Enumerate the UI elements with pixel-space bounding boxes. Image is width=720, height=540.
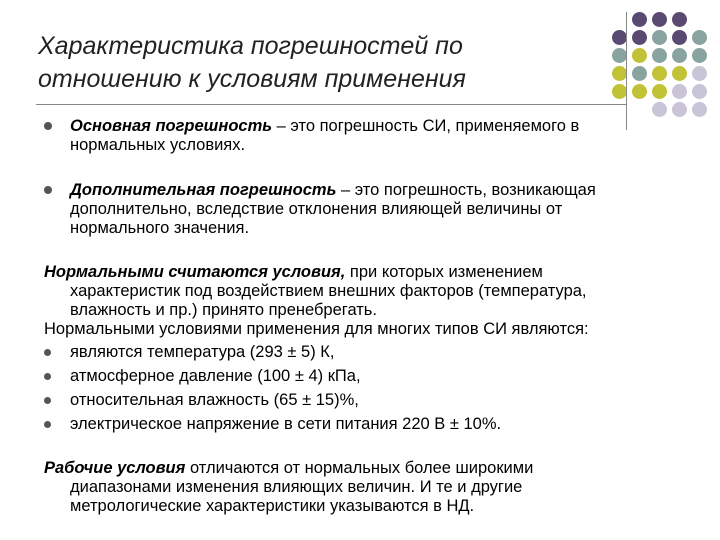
bullet-additional-error (70, 181, 690, 238)
bullet-line (70, 117, 690, 136)
bullet-dot (44, 421, 51, 428)
list-item-text: являются температура (293 ± 5) К, (70, 343, 335, 361)
paragraph-normal-conditions (44, 263, 694, 339)
paragraph-line (44, 263, 694, 282)
slide-title-line-1: Характеристика погрешностей по (38, 32, 463, 60)
bullet-dot (44, 122, 52, 130)
decor-dot (652, 30, 667, 45)
title-underline (36, 104, 627, 105)
paragraph-text: при которых изменением (345, 263, 543, 281)
term-basic-error: Основная погрешность (70, 117, 273, 135)
term-working-conditions: Рабочие условия (44, 459, 186, 477)
title-vertical-divider (626, 12, 627, 130)
term-additional-error: Дополнительная погрешность (70, 181, 337, 199)
list-item-temperature (70, 343, 690, 362)
paragraph-text: метрологические характеристики указываются в НД. (70, 497, 475, 515)
decor-dot (692, 102, 707, 117)
bullet-text: – это погрешность СИ, применяемого в (272, 117, 580, 135)
term-normal-conditions: Нормальными считаются условия, (44, 263, 346, 281)
paragraph-text: отличаются от нормальных более широкими (185, 459, 534, 477)
decor-dot (632, 66, 647, 81)
paragraph-line (44, 459, 694, 478)
bullet-dot (44, 397, 51, 404)
decor-dot (692, 66, 707, 81)
paragraph-text: диапазонами изменения влияющих величин. И те и другие (70, 478, 523, 496)
decor-dot (672, 30, 687, 45)
list-item-voltage (70, 415, 690, 434)
list-item-text: электрическое напряжение в сети питания 220 В ± 10%. (70, 415, 502, 433)
decor-dot (652, 84, 667, 99)
decor-dot (672, 66, 687, 81)
decor-dot (632, 30, 647, 45)
bullet-dot (44, 186, 52, 194)
list-item-pressure (70, 367, 690, 386)
decor-dot (632, 84, 647, 99)
list-item-text: относительная влажность (65 ± 15)%, (70, 391, 359, 409)
decor-dot (632, 48, 647, 63)
decor-dot (692, 48, 707, 63)
decor-dot (652, 102, 667, 117)
bullet-dot (44, 373, 51, 380)
decor-dot (652, 66, 667, 81)
decor-dot (652, 48, 667, 63)
decor-dot (672, 12, 687, 27)
paragraph-text: влажность и пр.) принято пренебрегать. (70, 301, 377, 319)
paragraph-text: характеристик под воздействием внешних факторов (температура, (70, 282, 587, 300)
decor-dot (672, 84, 687, 99)
decor-dot (692, 30, 707, 45)
bullet-text: нормальных условиях. (70, 136, 246, 154)
bullet-line (70, 181, 690, 200)
slide-title (38, 30, 618, 96)
paragraph-working-conditions (44, 459, 694, 516)
list-item-text: атмосферное давление (100 ± 4) кПа, (70, 367, 361, 385)
slide-title-line-2: отношению к условиям применения (38, 65, 466, 93)
decor-dot (672, 48, 687, 63)
decor-dot (652, 12, 667, 27)
bullet-text: нормального значения. (70, 219, 250, 237)
bullet-text: дополнительно, вследствие отклонения влияющей величины от (70, 200, 563, 218)
bullet-dot (44, 349, 51, 356)
list-item-humidity (70, 391, 690, 410)
decor-dot (632, 12, 647, 27)
bullet-basic-error (70, 117, 690, 155)
decor-dot (692, 84, 707, 99)
decor-dot (672, 102, 687, 117)
bullet-text: – это погрешность, возникающая (336, 181, 596, 199)
paragraph-intro: Нормальными условиями применения для многих типов СИ являются: (44, 320, 589, 338)
